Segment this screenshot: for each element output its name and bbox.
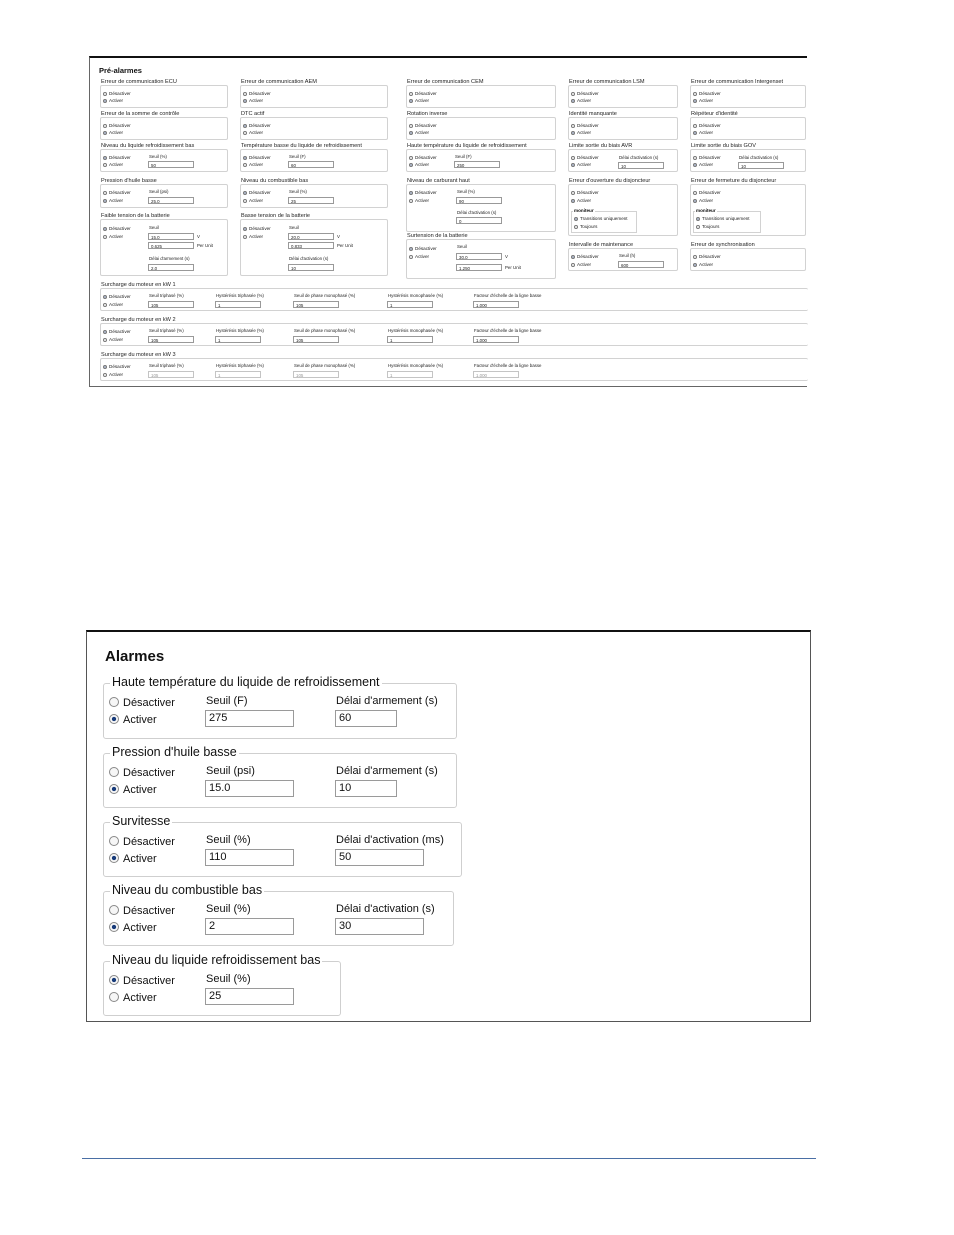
radio-desactiver[interactable]: Désactiver (693, 155, 721, 161)
group-coolant-level: Niveau du liquide refroidissement bas Désactiver Activer Seuil (%) 50 (100, 149, 228, 172)
single-phase-threshold-input[interactable]: 105 (293, 301, 339, 308)
single-phase-threshold-input[interactable]: 105 (293, 371, 339, 378)
threshold-input[interactable]: 15.0 (205, 780, 294, 797)
radio-desactiver[interactable]: Désactiver (243, 123, 271, 129)
threshold-input[interactable]: 250 (454, 161, 500, 168)
group-battery-low: Basse tension de la batterie Désactiver Activer Seuil 20.0 V 0.833 Per Unit Délai d'activation (s) 10 (240, 219, 388, 276)
single-phase-hysteresis-input[interactable]: 1 (387, 371, 433, 378)
group-battery-weak: Faible tension de la batterie Désactiver Activer Seuil 15.0 V 0.625 Per Unit Délai d'armement (s) 2.0 (100, 219, 228, 276)
radio-desactiver[interactable]: Désactiver (103, 226, 131, 232)
radio-desactiver[interactable]: Désactiver (693, 123, 721, 129)
radio-activer[interactable]: Activer (571, 98, 591, 104)
radio-desactiver[interactable]: Désactiver (571, 254, 599, 260)
group-coolant-high-temp: Haute température du liquide de refroidissement Désactiver Activer Seuil (F) 250 (406, 149, 556, 172)
threshold-input[interactable]: 25 (288, 197, 334, 204)
group-oil-pressure: Pression d'huile basse Désactiver Activer Seuil (psi) 25.0 (100, 184, 228, 208)
radio-desactiver[interactable]: Désactiver (693, 254, 721, 260)
delay-input[interactable]: 0 (456, 217, 502, 224)
radio-desactiver[interactable]: Désactiver (571, 91, 599, 97)
radio-desactiver[interactable]: Désactiver (243, 190, 271, 196)
radio-activer[interactable]: Activer (571, 262, 591, 268)
group-fuel-level-low: Niveau du combustible bas Désactiver Activer Seuil (%) 2 Délai d'activation (s) 30 (103, 891, 454, 946)
footer-divider (82, 1158, 816, 1159)
delay-input[interactable]: 2.0 (148, 264, 194, 271)
radio-desactiver[interactable]: Désactiver (103, 123, 131, 129)
radio-activer[interactable]: Activer (109, 992, 157, 1004)
scale-factor-input[interactable]: 1.000 (473, 301, 519, 308)
three-phase-hysteresis-input[interactable]: 1 (215, 336, 261, 343)
threshold-input[interactable]: 110 (205, 849, 294, 866)
radio-activer[interactable]: Activer (103, 302, 123, 308)
radio-desactiver[interactable]: Désactiver (103, 294, 131, 300)
group-sync: Erreur de synchronisation Désactiver Activer (690, 248, 806, 271)
group-cem: Erreur de communication CEM Désactiver Activer (406, 85, 556, 108)
radio-activer[interactable]: Activer (109, 922, 157, 934)
threshold-input[interactable]: 15.0 (148, 233, 194, 240)
three-phase-threshold-input[interactable]: 105 (148, 301, 194, 308)
three-phase-hysteresis-input[interactable]: 1 (215, 301, 261, 308)
group-breaker-open: Erreur d'ouverture du disjoncteur Désactiver Activer moniteur Transitions uniquement Toujours (568, 184, 678, 236)
group-avr-bias: Limite sortie du biais AVR Désactiver Activer Délai d'activation (s) 10 (568, 149, 678, 172)
radio-desactiver[interactable]: Désactiver (571, 155, 599, 161)
radio-desactiver[interactable]: Désactiver (109, 767, 175, 779)
delay-input[interactable]: 10 (738, 162, 784, 169)
radio-activer[interactable]: Activer (103, 162, 123, 168)
group-kw-overload-2: Surcharge du moteur en kW 2 Désactiver Activer Seuil triphasé (%) 105 Hystérésis triphasée (%) 1 Seuil de phase monophasé (%) 105 Hystérésis monophasée (%) 1 Facteur d'échelle de la ligne basse 1.000 (100, 323, 808, 346)
radio-desactiver[interactable]: Désactiver (103, 91, 131, 97)
radio-desactiver[interactable]: Désactiver (693, 91, 721, 97)
radio-activer[interactable]: Activer (103, 198, 123, 204)
radio-desactiver[interactable]: Désactiver (409, 155, 437, 161)
radio-activer[interactable]: Activer (103, 98, 123, 104)
threshold-input[interactable]: 30.0 (456, 253, 502, 260)
radio-desactiver[interactable]: Désactiver (109, 836, 175, 848)
radio-activer[interactable]: Activer (409, 98, 429, 104)
group-identite: Identité manquante Désactiver Activer (568, 117, 678, 140)
radio-desactiver[interactable]: Désactiver (409, 91, 437, 97)
activation-delay-input[interactable]: 50 (335, 849, 424, 866)
radio-activer[interactable]: Activer (409, 254, 429, 260)
group-lsm: Erreur de communication LSM Désactiver Activer (568, 85, 678, 108)
per-unit-input[interactable]: 1.250 (456, 264, 502, 271)
arming-delay-input[interactable]: 60 (335, 710, 397, 727)
radio-activer[interactable]: Activer (693, 130, 713, 136)
radio-activer[interactable]: Activer (109, 714, 157, 726)
radio-activer[interactable]: Activer (571, 130, 591, 136)
group-maintenance: Intervalle de maintenance Désactiver Activer Seuil (h) 600 (568, 248, 678, 271)
radio-activer[interactable]: Activer (243, 130, 263, 136)
radio-activer[interactable]: Activer (409, 162, 429, 168)
group-coolant-low-temp: Température basse du liquide de refroidissement Désactiver Activer Seuil (F) 60 (240, 149, 388, 172)
radio-activer[interactable]: Activer (693, 98, 713, 104)
radio-toujours[interactable]: Toujours (574, 224, 597, 230)
radio-desactiver[interactable]: Désactiver (103, 329, 131, 335)
radio-desactiver[interactable]: Désactiver (571, 190, 599, 196)
radio-desactiver[interactable]: Désactiver (103, 155, 131, 161)
alarms-panel (86, 630, 811, 1022)
group-fuel-low: Niveau du combustible bas Désactiver Activer Seuil (%) 25 (240, 184, 388, 208)
radio-activer[interactable]: Activer (243, 98, 263, 104)
per-unit-input[interactable]: 0.625 (148, 242, 194, 249)
three-phase-hysteresis-input[interactable]: 1 (215, 371, 261, 378)
radio-desactiver[interactable]: Désactiver (693, 190, 721, 196)
radio-desactiver[interactable]: Désactiver (409, 246, 437, 252)
threshold-input[interactable]: 50 (148, 161, 194, 168)
threshold-input[interactable]: 90 (456, 197, 502, 204)
group-breaker-close: Erreur de fermeture du disjoncteur Désactiver Activer moniteur Transitions uniquement Toujours (690, 184, 806, 236)
radio-activer[interactable]: Activer (693, 162, 713, 168)
radio-transitions[interactable]: Transitions uniquement (696, 216, 750, 222)
scale-factor-input[interactable]: 1.000 (473, 336, 519, 343)
three-phase-threshold-input[interactable]: 105 (148, 336, 194, 343)
monitor-group: moniteur Transitions uniquement Toujours (571, 211, 637, 233)
group-repeteur: Répéteur d'identité Désactiver Activer (690, 117, 806, 140)
group-gov-bias: Limite sortie du biais GOV Désactiver Activer Délai d'activation (s) 10 (690, 149, 806, 172)
radio-activer[interactable]: Activer (103, 372, 123, 378)
radio-activer[interactable]: Activer (409, 198, 429, 204)
threshold-input[interactable]: 25 (205, 988, 294, 1005)
group-oil-pressure-low: Pression d'huile basse Désactiver Activer Seuil (psi) 15.0 Délai d'armement (s) 10 (103, 753, 457, 808)
group-intergenset: Erreur de communication Intergenset Désactiver Activer (690, 85, 806, 108)
radio-desactiver[interactable]: Désactiver (103, 364, 131, 370)
group-ecu: Erreur de communication ECU Désactiver Activer (100, 85, 228, 108)
radio-transitions[interactable]: Transitions uniquement (574, 216, 628, 222)
radio-desactiver[interactable]: Désactiver (109, 697, 175, 709)
group-overspeed: Survitesse Désactiver Activer Seuil (%) 110 Délai d'activation (ms) 50 (103, 822, 462, 877)
single-phase-threshold-input[interactable]: 105 (293, 336, 339, 343)
group-kw-overload-1: Surcharge du moteur en kW 1 Désactiver Activer Seuil triphasé (%) 105 Hystérésis triphasée (%) 1 Seuil de phase monophasé (%) 105 Hystérésis monophasée (%) 1 Facteur d'échelle de la ligne basse 1.000 (100, 288, 808, 311)
group-coolant-level-low: Niveau du liquide refroidissement bas Désactiver Activer Seuil (%) 25 (103, 961, 341, 1016)
radio-activer[interactable]: Activer (243, 198, 263, 204)
radio-desactiver[interactable]: Désactiver (103, 190, 131, 196)
radio-activer[interactable]: Activer (409, 130, 429, 136)
arming-delay-input[interactable]: 10 (335, 780, 397, 797)
radio-desactiver[interactable]: Désactiver (109, 975, 175, 987)
group-high-coolant-temp: Haute température du liquide de refroidissement Désactiver Activer Seuil (F) 275 Délai d'armement (s) 60 (103, 683, 457, 739)
threshold-input[interactable]: 2 (205, 918, 294, 935)
radio-desactiver[interactable]: Désactiver (243, 91, 271, 97)
radio-desactiver[interactable]: Désactiver (409, 123, 437, 129)
radio-activer[interactable]: Activer (571, 162, 591, 168)
threshold-input[interactable]: 60 (288, 161, 334, 168)
radio-activer[interactable]: Activer (693, 198, 713, 204)
single-phase-hysteresis-input[interactable]: 1 (387, 336, 433, 343)
group-aem: Erreur de communication AEM Désactiver Activer (240, 85, 388, 108)
delay-input[interactable]: 10 (618, 162, 664, 169)
pre-alarms-panel (89, 56, 807, 387)
radio-activer[interactable]: Activer (109, 784, 157, 796)
monitor-group: moniteur Transitions uniquement Toujours (693, 211, 761, 233)
radio-desactiver[interactable]: Désactiver (243, 155, 271, 161)
per-unit-input[interactable]: 0.833 (288, 242, 334, 249)
radio-toujours[interactable]: Toujours (696, 224, 719, 230)
radio-desactiver[interactable]: Désactiver (409, 190, 437, 196)
scale-factor-input[interactable]: 1.000 (473, 371, 519, 378)
group-checksum: Erreur de la somme de contrôle Désactiver Activer (100, 117, 228, 140)
radio-activer[interactable]: Activer (243, 234, 263, 240)
group-kw-overload-3: Surcharge du moteur en kW 3 Désactiver Activer Seuil triphasé (%) 105 Hystérésis triphasée (%) 1 Seuil de phase monophasé (%) 105 Hystérésis monophasée (%) 1 Facteur d'échelle de la ligne basse 1.000 (100, 358, 808, 381)
group-fuel-high: Niveau de carburant haut Désactiver Activer Seuil (%) 90 Délai d'activation (s) 0 (406, 184, 556, 232)
delay-input[interactable]: 10 (288, 264, 334, 271)
group-battery-over: Surtension de la batterie Désactiver Activer Seuil 30.0 V 1.250 Per Unit (406, 239, 556, 279)
alarms-title: Alarmes (105, 648, 165, 665)
pre-alarms-title: Pré-alarmes (99, 66, 142, 75)
radio-activer[interactable]: Activer (103, 130, 123, 136)
radio-activer[interactable]: Activer (103, 234, 123, 240)
radio-activer[interactable]: Activer (103, 337, 123, 343)
threshold-input[interactable]: 25.0 (148, 197, 194, 204)
threshold-input[interactable]: 20.0 (288, 233, 334, 240)
threshold-input[interactable]: 600 (618, 261, 664, 268)
radio-desactiver[interactable]: Désactiver (109, 905, 175, 917)
single-phase-hysteresis-input[interactable]: 1 (387, 301, 433, 308)
radio-desactiver[interactable]: Désactiver (571, 123, 599, 129)
radio-activer[interactable]: Activer (571, 198, 591, 204)
radio-desactiver[interactable]: Désactiver (243, 226, 271, 232)
three-phase-threshold-input[interactable]: 105 (148, 371, 194, 378)
radio-activer[interactable]: Activer (693, 262, 713, 268)
radio-activer[interactable]: Activer (109, 853, 157, 865)
group-rotation: Rotation inverse Désactiver Activer (406, 117, 556, 140)
radio-activer[interactable]: Activer (243, 162, 263, 168)
group-dtc: DTC actif Désactiver Activer (240, 117, 388, 140)
activation-delay-input[interactable]: 30 (335, 918, 424, 935)
threshold-input[interactable]: 275 (205, 710, 294, 727)
